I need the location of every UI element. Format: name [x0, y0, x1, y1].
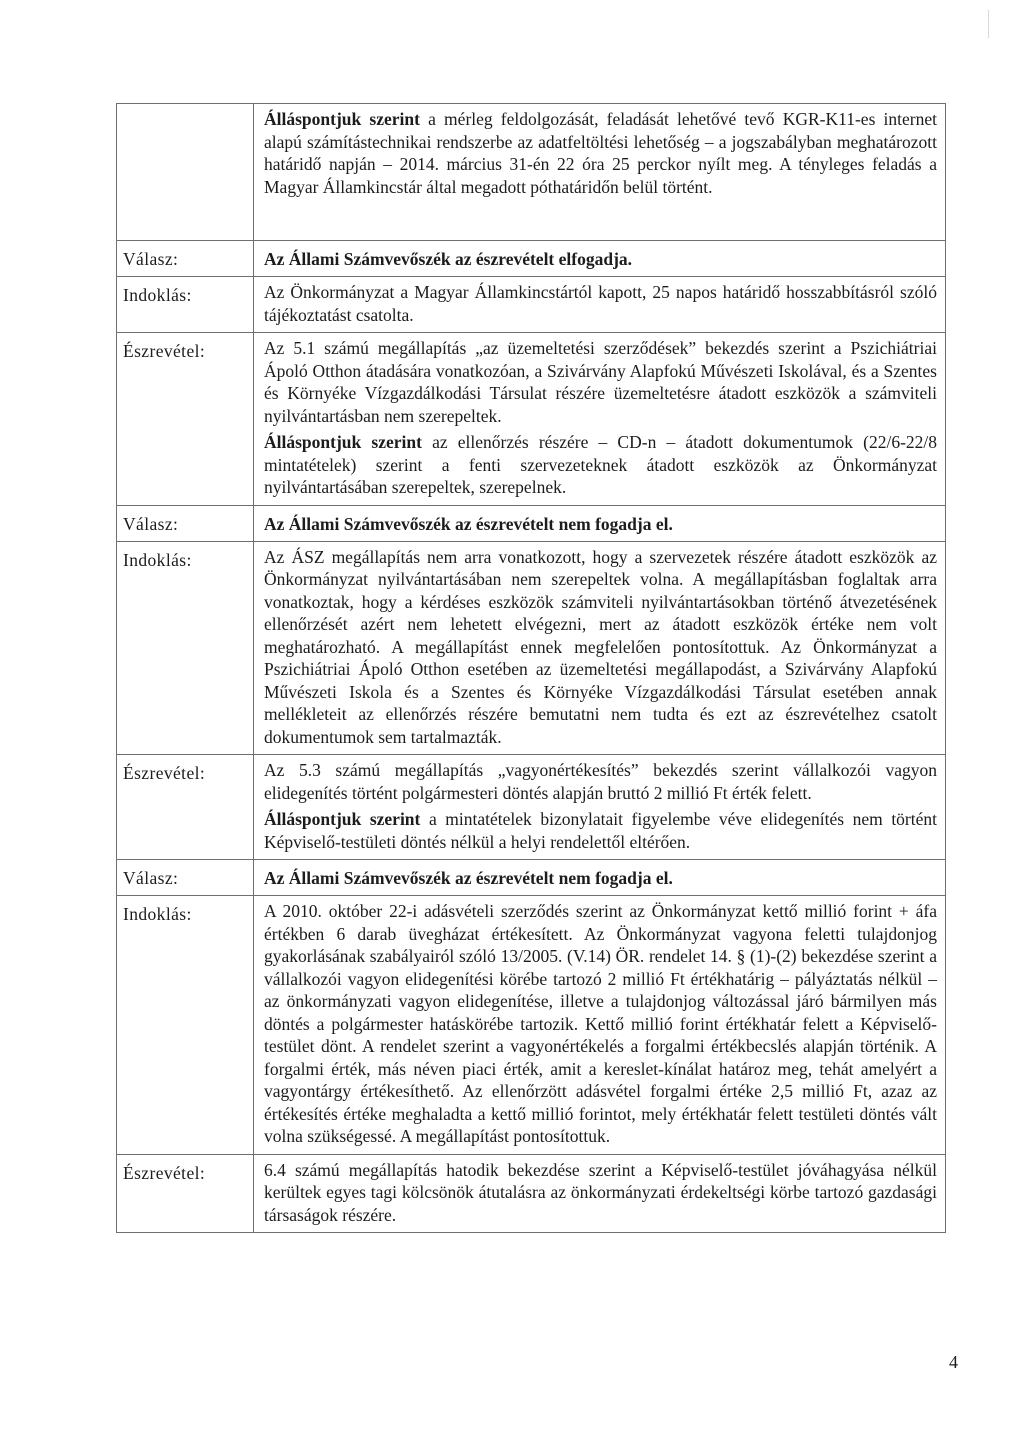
indoklas-cell-3 — [254, 896, 946, 1155]
page-number: 4 — [949, 1352, 958, 1372]
table-row-valasz-1 — [117, 241, 946, 277]
valasz-text-1: Az Állami Számvevőszék az észrevételt elfogadja. — [254, 241, 946, 277]
table-row-intro — [117, 104, 946, 241]
intro-lead: Álláspontjuk szerint — [264, 109, 420, 129]
scan-artifact — [988, 10, 989, 38]
table-row-indoklas-3 — [117, 896, 946, 1155]
eszrevetel-text-1b: az ellenőrzés részére – CD-n – átadott dokumentumok (22/6-22/8 mintatételek) szerint a fenti szervezeteknek átadott eszközök az Önkormányzat nyilvántartásában szerepeltek, szerepelnek. — [264, 432, 938, 497]
table-row-indoklas-1 — [117, 277, 946, 333]
eszrevetel-cell-3 — [254, 1154, 946, 1233]
label-cell-empty — [117, 104, 254, 241]
eszrevetel-cell-2 — [254, 755, 946, 860]
indoklas-label-1: Indoklás: — [117, 277, 254, 333]
table-row-valasz-2 — [117, 505, 946, 541]
indoklas-label-3: Indoklás: — [117, 896, 254, 1155]
indoklas-text-2: Az ÁSZ megállapítás nem arra vonatkozott, hogy a szervezetek részére átadott eszközök az Önkormányzat nyilvántartásában nem szerepeltek volna. A megállapításban foglaltak arra vonatkoztak, hogy a kérdéses eszközök számviteli nyilvántartásokban történő átvezetésének ellenőrzését azért nem lehetett elvégezni, mert az átadott eszközök értéke nem volt meghatározható. A megállapítást ennek megfelelően pontosítottuk. Az Önkormányzat a Pszichiátriai Ápoló Otthon esetében az üzemeltetési megállapodást, a Szivárvány Alapfokú Művészeti Iskola és a Szentes és Környéke Vízgazdálkodási Társulat esetében annak mellékleteit az ellenőrzés részére bemutatni nem tudta és ezt az észrevételhez csatolt dokumentumok sem tartalmazták. — [264, 546, 937, 747]
eszrevetel-text-2b: a mintatételek bizonylatait figyelembe véve elidegenítés nem történt Képviselő-testületi döntés nélkül a helyi rendelettől eltérően. — [264, 809, 937, 852]
eszrevetel-paragraph-2b — [264, 808, 937, 853]
response-table — [116, 103, 946, 1233]
valasz-text-2: Az Állami Számvevőszék az észrevételt nem fogadja el. — [254, 505, 946, 541]
valasz-label-1: Válasz: — [117, 241, 254, 277]
eszrevetel-cell-1 — [254, 333, 946, 506]
intro-paragraph — [264, 108, 937, 198]
eszrevetel-label-2: Észrevétel: — [117, 755, 254, 860]
intro-cell — [254, 104, 946, 241]
table-row-eszrevetel-3 — [117, 1154, 946, 1233]
table-row-eszrevetel-2 — [117, 755, 946, 860]
eszrevetel-paragraph-1b — [264, 431, 937, 499]
indoklas-text-1: Az Önkormányzat a Magyar Államkincstártól kapott, 25 napos határidő hosszabbításról szóló tájékoztatást csatolta. — [264, 282, 937, 325]
eszrevetel-label-3: Észrevétel: — [117, 1154, 254, 1233]
indoklas-text-3: A 2010. október 22-i adásvételi szerződés szerint az Önkormányzat kettő millió forint + áfa értékben 6 darab üvegházat értékesített. Az Önkormányzat vagyona feletti tulajdonjog gyakorlásának szabályairól szóló 13/2005. (V.14) ÖR. rendelet 14. § (1)-(2) bekezdése szerint a vállalkozói vagyon elidegenítési körébe tartozó 2 millió Ft értékhatárig – pályáztatás nélkül – az önkormányzati vagyon elidegenítése, illetve a tulajdonjog változással járó bármilyen más döntés a polgármester hatáskörébe tartozik. Kettő millió forint értékhatár felett a Képviselő-testület dönt. A rendelet szerint a vagyonértékelés a forgalmi értékbecslés alapján történik. A forgalmi érték, más néven piaci érték, amit a kereslet-kínálat határoz meg, tehát amelyért a vagyontárgy értékesíthető. Az ellenőrzött adásvétel forgalmi értéke 2,5 millió Ft, azaz az értékesítés értéke meghaladta a kettő millió forintot, mely értékhatár felett testületi döntés vált volna szükségessé. A megállapítást pontosítottuk. — [264, 901, 937, 1146]
eszrevetel-label-1: Észrevétel: — [117, 333, 254, 506]
indoklas-cell-2 — [254, 541, 946, 755]
table-row-valasz-3 — [117, 860, 946, 896]
eszrevetel-paragraph-1a: Az 5.1 számú megállapítás „az üzemeltetési szerződések” bekezdés szerint a Pszichiátriai Ápoló Otthon átadására vonatkozóan, a Szivárvány Alapfokú Művészeti Iskolával, és a Szentes és Környéke Vízgazdálkodási Társulat részére üzemeltetésre átadott eszközök a számviteli nyilvántartásban nem szerepeltek. — [264, 338, 937, 426]
valasz-label-2: Válasz: — [117, 505, 254, 541]
eszrevetel-lead-2: Álláspontjuk szerint — [264, 809, 421, 829]
valasz-label-3: Válasz: — [117, 860, 254, 896]
valasz-text-3: Az Állami Számvevőszék az észrevételt nem fogadja el. — [254, 860, 946, 896]
eszrevetel-lead-1: Álláspontjuk szerint — [264, 432, 422, 452]
indoklas-label-2: Indoklás: — [117, 541, 254, 755]
indoklas-cell-1 — [254, 277, 946, 333]
eszrevetel-text-3: 6.4 számú megállapítás hatodik bekezdése szerint a Képviselő-testület jóváhagyása nélkül kerültek egyes tagi kölcsönök átutalásra az önkormányzati érdekeltségi körbe tartozó gazdasági társaságok részére. — [264, 1159, 937, 1225]
intro-text: a mérleg feldolgozását, feladását lehetővé tevő KGR-K11-es internet alapú számítástechnikai rendszerbe az adatfeltöltési lehetőség – a jogszabályban meghatározott határidő napján – 2014. március 31-én 22 óra 25 perckor nyílt meg. A tényleges feladás a Magyar Államkincstár által megadott póthatáridőn belül történt. — [264, 109, 938, 197]
table-row-eszrevetel-1 — [117, 333, 946, 506]
eszrevetel-paragraph-2a: Az 5.3 számú megállapítás „vagyonértékesítés” bekezdés szerint vállalkozói vagyon elidegenítés történt polgármesteri döntés alapján bruttó 2 millió Ft érték felett. — [264, 760, 937, 803]
table-row-indoklas-2 — [117, 541, 946, 755]
